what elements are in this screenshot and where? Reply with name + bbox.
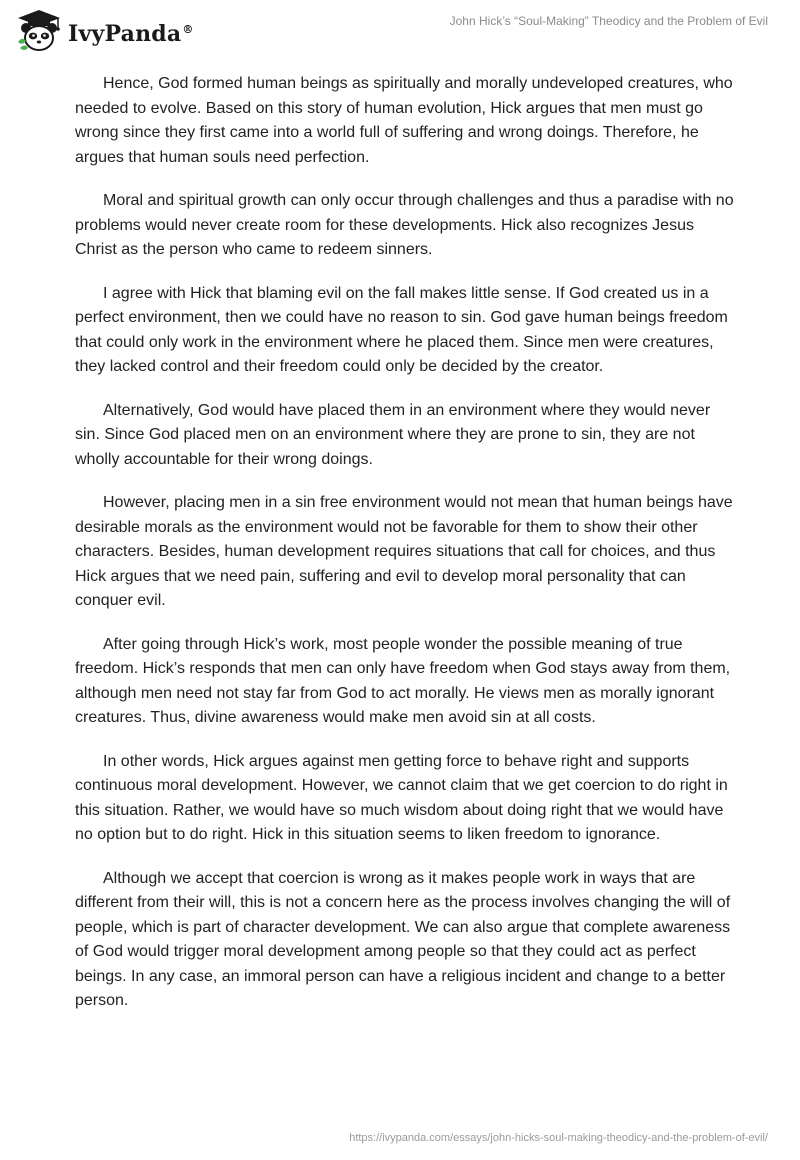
brand-name: IvyPanda® — [68, 21, 194, 47]
registered-mark: ® — [182, 22, 194, 36]
panda-graduate-icon — [14, 8, 64, 54]
brand-logo[interactable] — [14, 8, 194, 54]
paragraph: Moral and spiritual growth can only occur through challenges and thus a paradise with no problems would never create room for these developments. Hick also recognizes Jesus Christ as the person who came to redeem sinners. — [75, 192, 734, 258]
paragraph: However, placing men in a sin free environment would not mean that human beings have desirable morals as the environment would not be favorable for them to show their other characters. Besides, human development requires situations that call for choices, and thus Hick argues that we need pain, suffering and evil to develop moral personality that can conquer evil. — [75, 494, 733, 609]
paragraph: After going through Hick’s work, most people wonder the possible meaning of true freedom. Hick’s responds that men can only have freedom when God stays away from them, although men need not stay far from God to act morally. He views men as morally ignorant creatures. Thus, divine awareness would make men avoid sin at all costs. — [75, 635, 731, 726]
page-header — [0, 0, 800, 60]
document-title: John Hick’s “Soul-Making” Theodicy and the Problem of Evil — [449, 14, 768, 28]
source-url-link[interactable]: https://ivypanda.com/essays/john-hicks-soul-making-theodicy-and-the-problem-of-evil/ — [349, 1132, 768, 1144]
paragraph: Alternatively, God would have placed them in an environment where they would never sin. Since God placed men on an environment where they are prone to sin, they are not wholly accountable for their wrong doings. — [75, 401, 711, 468]
essay-body — [75, 72, 735, 1033]
paragraph: In other words, Hick argues against men getting force to behave right and supports continuous moral development. However, we cannot claim that we get coercion to do right in this situation. Rather, we would have so much wisdom about doing right that we would have no option but to do right. Hick in this situation seems to liken freedom to ignorance. — [75, 752, 728, 843]
paragraph: Hence, God formed human beings as spiritually and morally undeveloped creatures, who needed to evolve. Based on this story of human evolution, Hick argues that men must go wrong since they first came into a world full of suffering and wrong doings. Therefore, he argues that human souls need perfection. — [75, 75, 733, 166]
paragraph: I agree with Hick that blaming evil on the fall makes little sense. If God created us in a perfect environment, then we could have no reason to sin. God gave human beings freedom that could only work in the environment where he placed them. Since men were creatures, they lacked control and their freedom could only be decided by the creator. — [75, 284, 728, 375]
paragraph: Although we accept that coercion is wrong as it makes people work in ways that are different from their will, this is not a concern here as the process involves changing the will of people, which is part of character development. We can also argue that complete awareness of God would trigger moral development among people so that they could act as perfect beings. In any case, an immoral person can have a religious incident and change to a better person. — [75, 869, 731, 1009]
